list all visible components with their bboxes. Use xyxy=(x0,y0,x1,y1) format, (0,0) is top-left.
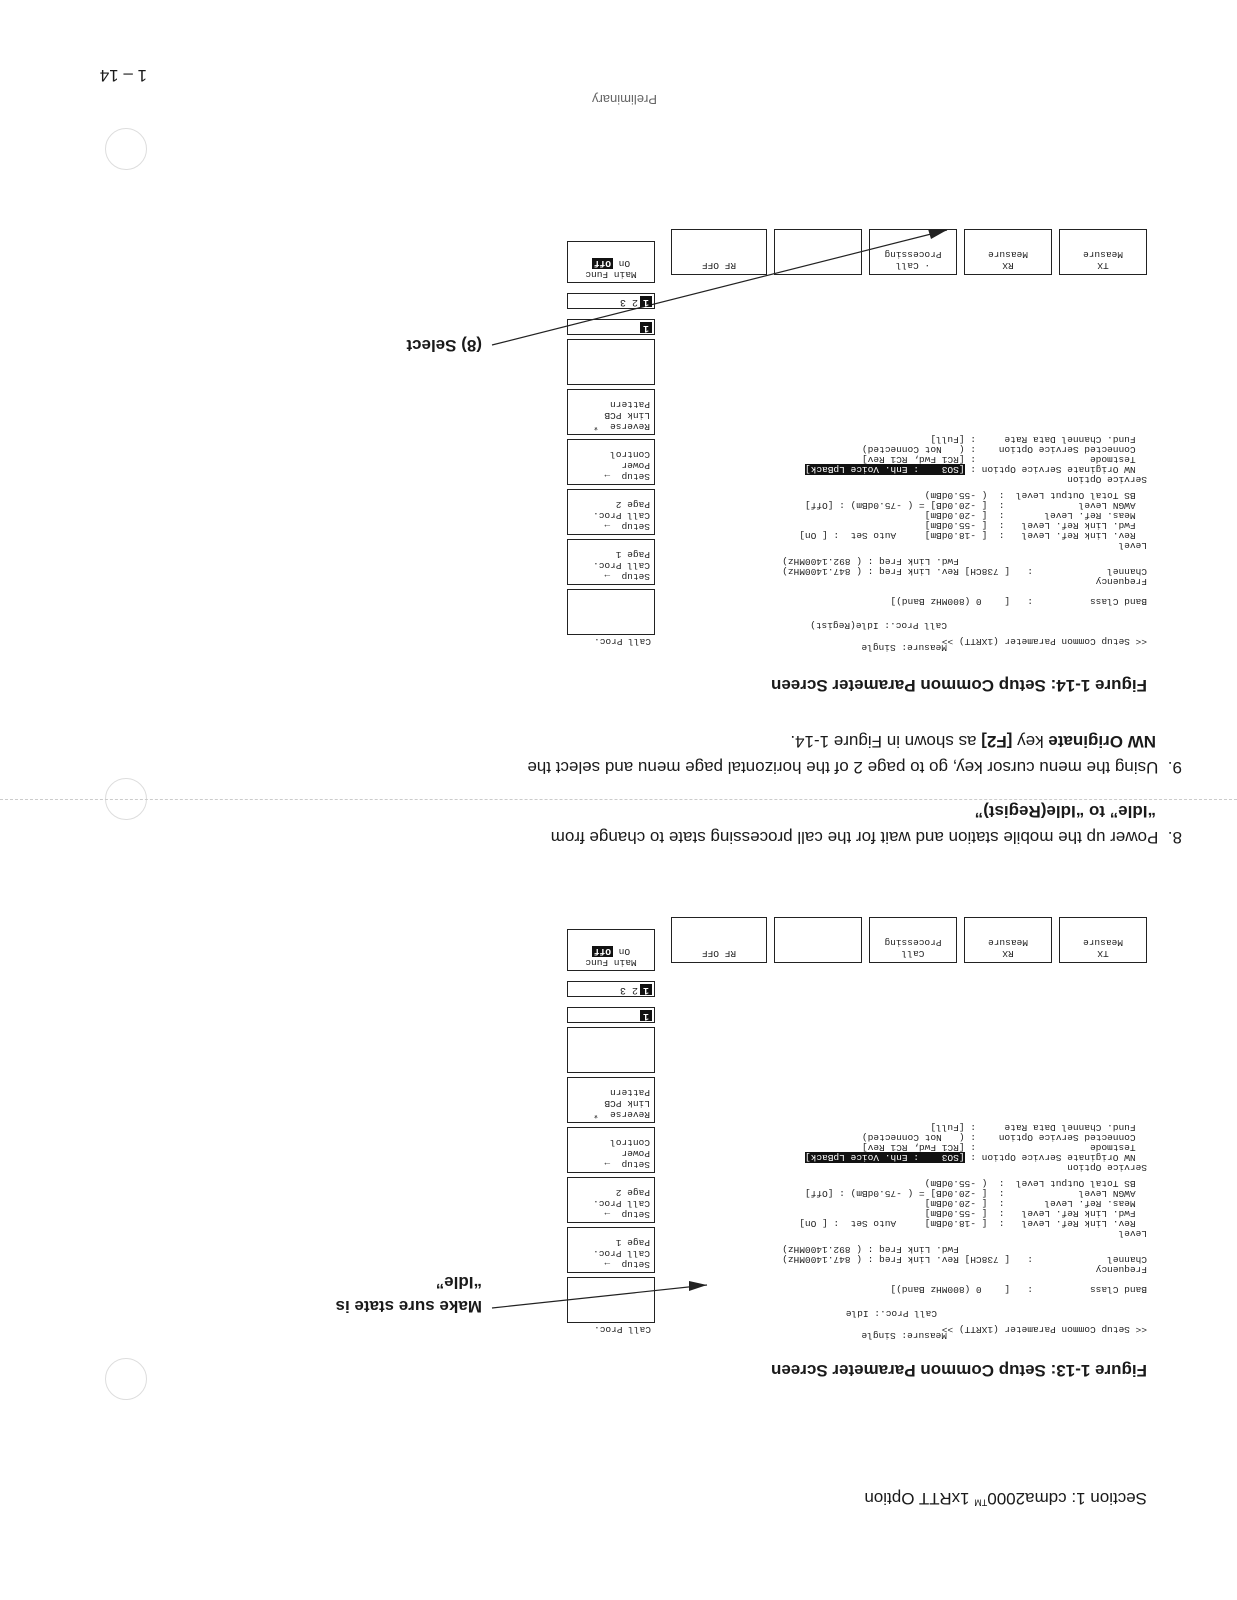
testmode-row: Testmode : [RC1 Fwd, RC1 Rev] xyxy=(861,1142,1147,1153)
channel-row: Channel : [ 738CH] Rev. Link Freq : ( 847.1400MHz) xyxy=(782,1254,1147,1265)
blank-function-button[interactable] xyxy=(774,229,862,275)
measure-mode: Measure: Single xyxy=(861,1330,947,1341)
step-8-number: 8. xyxy=(1167,828,1182,847)
fwd-freq-row: Fwd. Link Freq : ( 892.1400MHz) xyxy=(782,1244,1147,1255)
main-func-label: Main Func xyxy=(585,957,637,968)
service-label: Service Option xyxy=(1067,474,1147,485)
softkey-header: Call Proc. xyxy=(593,1324,651,1335)
softkey-power-control[interactable]: Setup → Power Control xyxy=(567,439,655,485)
step-9-text3: as shown in Figure 1-14. xyxy=(790,732,982,751)
step-9-text2: key xyxy=(1012,732,1049,751)
figure-13-arrow xyxy=(492,1285,707,1308)
main-func-label: Main Func xyxy=(585,269,637,280)
bs-total-row: BS Total Output Level : ( -55.0dBm) xyxy=(924,490,1147,501)
step-9-bold-f2: [F2] xyxy=(981,732,1013,751)
rf-off-button[interactable]: RF OFF xyxy=(671,229,767,275)
meas-ref-row: Meas. Ref. Level : [ -20.0dBm] xyxy=(924,1198,1147,1209)
step-9-text: Using the menu cursor key, go to page 2 of the horizontal page menu and select the xyxy=(527,758,1159,777)
rx-measure-button[interactable]: RX Measure xyxy=(964,917,1052,963)
page-selector[interactable] xyxy=(567,293,655,309)
softkey-reverse-pcb[interactable]: Reverse * Link PCB Pattern xyxy=(567,389,655,435)
figure-13-arrowhead xyxy=(689,1281,707,1291)
call-proc-state: Call Proc.: Idle(Regist) xyxy=(810,620,947,631)
page-selected: 1 xyxy=(640,984,652,995)
rev-link-row: Rev. Link Ref. Level : [ -18.0dBm] Auto Set : [ On] xyxy=(799,1218,1147,1229)
figure-14-callout: (8) Select xyxy=(406,336,482,355)
service-label: Service Option xyxy=(1067,1162,1147,1173)
figure-14-caption: Figure 1-14: Setup Common Parameter Screen xyxy=(770,676,1147,695)
step-9-number: 9. xyxy=(1167,758,1182,777)
page-indicator-current: 1 xyxy=(640,322,652,333)
level-label: Level xyxy=(1118,1228,1147,1239)
softkey-blank-2[interactable] xyxy=(567,339,655,385)
nw-originate-value: [SO3 : Enh. Voice LpBack] xyxy=(804,464,965,475)
on-label: On xyxy=(618,258,631,269)
off-label: Off xyxy=(593,258,611,269)
page-number: 1 – 14 xyxy=(99,66,147,85)
call-processing-button[interactable]: Call Processing xyxy=(869,917,957,963)
page-rest: 2 3 xyxy=(619,296,638,307)
softkey-column xyxy=(567,227,655,647)
rev-link-row: Rev. Link Ref. Level : [ -18.0dBm] Auto Set : [ On] xyxy=(799,530,1147,541)
frequency-label: Frequency xyxy=(1095,1264,1147,1275)
fund-rate-row: Fund. Channel Data Rate : [Full] xyxy=(930,1122,1147,1133)
connected-row: Connected Service Option : ( Not Connected) xyxy=(861,444,1147,455)
page-rest: 2 3 xyxy=(619,984,638,995)
figure-14-screen xyxy=(567,227,1147,653)
step-9-bold-key: NW Originate xyxy=(1048,732,1156,751)
testmode-row: Testmode : [RC1 Fwd, RC1 Rev] xyxy=(861,454,1147,465)
on-label: On xyxy=(618,946,631,957)
call-processing-button[interactable]: · Call Processing xyxy=(869,229,957,275)
softkey-blank[interactable] xyxy=(567,589,655,635)
step-8-bold: “Idle” to “Idle(Regist)” xyxy=(974,802,1156,821)
channel-row: Channel : [ 738CH] Rev. Link Freq : ( 847.1400MHz) xyxy=(782,566,1147,577)
page-indicator xyxy=(567,319,655,335)
off-label: Off xyxy=(593,946,611,957)
softkey-header: Call Proc. xyxy=(593,636,651,647)
bs-total-row: BS Total Output Level : ( -55.0dBm) xyxy=(924,1178,1147,1189)
function-key-row xyxy=(657,227,1147,275)
call-proc-state: Call Proc.: Idle xyxy=(845,1308,937,1319)
softkey-setup-page2[interactable]: Setup → Call Proc. Page 2 xyxy=(567,489,655,535)
figure-13-caption: Figure 1-13: Setup Common Parameter Screen xyxy=(770,1361,1147,1380)
step-9 xyxy=(82,728,1182,780)
softkey-setup-page1[interactable]: Setup → Call Proc. Page 1 xyxy=(567,1227,655,1273)
band-class: Band Class : [ 0 (800MHz Band)] xyxy=(890,596,1147,607)
measure-mode: Measure: Single xyxy=(861,642,947,653)
tx-measure-button[interactable]: TX Measure xyxy=(1059,917,1147,963)
softkey-setup-page1[interactable]: Setup → Call Proc. Page 1 xyxy=(567,539,655,585)
screen-title: << Setup Common Parameter (1XRTT) >> xyxy=(941,1324,1147,1335)
band-class: Band Class : [ 0 (800MHz Band)] xyxy=(890,1284,1147,1295)
softkey-power-control[interactable]: Setup → Power Control xyxy=(567,1127,655,1173)
screen-title: << Setup Common Parameter (1XRTT) >> xyxy=(941,636,1147,647)
connected-row: Connected Service Option : ( Not Connected) xyxy=(861,1132,1147,1143)
frequency-label: Frequency xyxy=(1095,576,1147,587)
callout-line2: “Idle” xyxy=(435,1273,482,1292)
awgn-row: AWGN Level : [ -20.0dB] = ( -75.0dBm) : [Off] xyxy=(804,1188,1147,1199)
softkey-setup-page2[interactable]: Setup → Call Proc. Page 2 xyxy=(567,1177,655,1223)
nw-originate-label: NW Originate Service Option : xyxy=(964,1152,1147,1163)
page-indicator-current: 1 xyxy=(640,1010,652,1021)
step-8 xyxy=(82,798,1182,850)
tx-measure-button[interactable]: TX Measure xyxy=(1059,229,1147,275)
meas-ref-row: Meas. Ref. Level : [ -20.0dBm] xyxy=(924,510,1147,521)
main-func-key[interactable] xyxy=(567,241,655,283)
fwd-freq-row: Fwd. Link Freq : ( 892.1400MHz) xyxy=(782,556,1147,567)
fwd-link-row: Fwd. Link Ref. Level : [ -55.0dBm] xyxy=(924,520,1147,531)
nw-originate-value: [SO3 : Enh. Voice LpBack] xyxy=(804,1152,965,1163)
fund-rate-row: Fund. Channel Data Rate : [Full] xyxy=(930,434,1147,445)
softkey-reverse-pcb[interactable]: Reverse * Link PCB Pattern xyxy=(567,1077,655,1123)
preliminary-note: Preliminary xyxy=(591,92,657,107)
section-title-suffix: 1xRTT Option xyxy=(864,1489,975,1508)
awgn-row: AWGN Level : [ -20.0dB] = ( -75.0dBm) : [Off] xyxy=(804,500,1147,511)
callout-line1: Make sure state is xyxy=(335,1297,482,1316)
trademark: TM xyxy=(974,1497,988,1508)
rf-off-button[interactable]: RF OFF xyxy=(671,917,767,963)
level-label: Level xyxy=(1118,540,1147,551)
section-title: Section 1: cdma2000 xyxy=(987,1489,1147,1508)
page-selected: 1 xyxy=(640,296,652,307)
nw-originate-row xyxy=(805,464,1147,475)
rx-measure-button[interactable]: RX Measure xyxy=(964,229,1052,275)
step-8-text: Power up the mobile station and wait for the call processing state to change from xyxy=(550,828,1159,847)
nw-originate-label: NW Originate Service Option : xyxy=(964,464,1147,475)
fwd-link-row: Fwd. Link Ref. Level : [ -55.0dBm] xyxy=(924,1208,1147,1219)
